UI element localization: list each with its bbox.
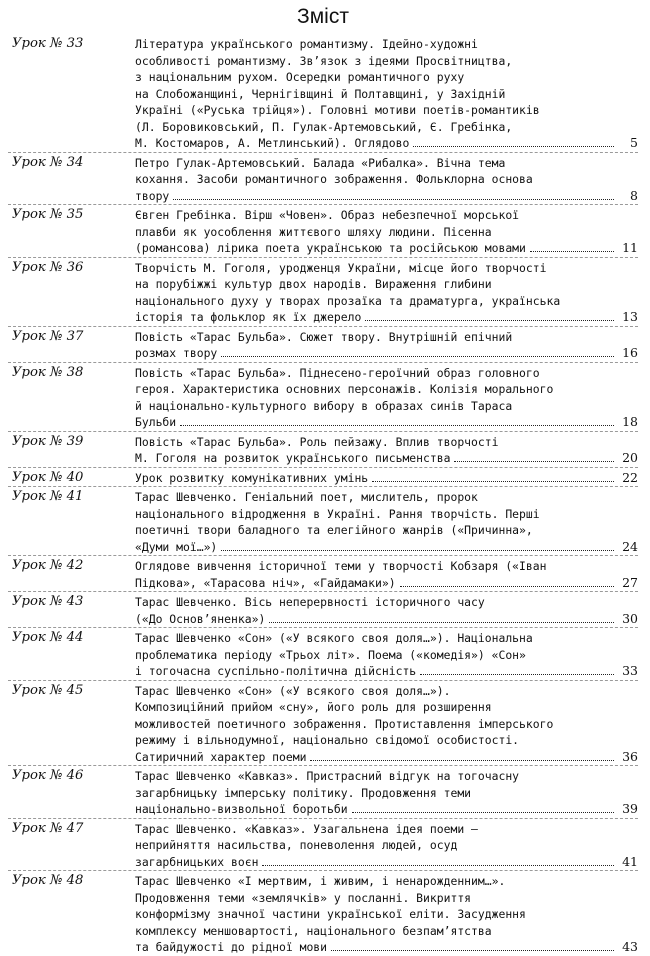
description-line (135, 539, 638, 556)
lesson-description (135, 821, 638, 871)
toc-entry[interactable] (8, 765, 638, 818)
description-line: Продовження теми «землячків» у посланні. Викриття (135, 890, 472, 905)
lesson-number: Урок № 43 (12, 594, 84, 609)
lesson-description (135, 365, 638, 431)
description-line-text: Сатиричний характер поеми (135, 749, 307, 764)
description-line: й національно-культурного вибору в образах синів Тараса (135, 398, 513, 413)
description-line: комплексу меншовартості, національного безпам’ятства (135, 923, 492, 938)
lesson-number: Урок № 38 (12, 364, 84, 380)
lesson-number: Урок № 36 (12, 259, 84, 275)
lesson-number: Урок № 47 (12, 820, 84, 836)
toc-entry[interactable] (8, 591, 638, 627)
description-line: героя. Характеристика основних персонажів. Колізія морального (135, 382, 554, 396)
lesson-description (135, 768, 638, 818)
page-number[interactable]: 30 (622, 610, 638, 626)
description-line-text: Бульби (135, 415, 177, 429)
page-number[interactable]: 5 (630, 135, 638, 150)
toc-entry[interactable] (8, 362, 638, 431)
description-line: Література українського романтизму. Ідейно-художні (135, 37, 478, 51)
dot-leader (269, 611, 614, 623)
description-line: загарбницьку імперську політику. Продовження теми (135, 785, 472, 800)
lesson-description (135, 594, 638, 627)
toc-entry[interactable] (8, 555, 638, 591)
page-number[interactable]: 20 (622, 450, 638, 465)
toc-entry[interactable] (8, 818, 638, 871)
description-line (135, 414, 638, 431)
dot-leader (454, 450, 614, 462)
description-line: можливостей поетичного зображення. Протиставлення імперського (135, 716, 554, 731)
description-line-text: Урок розвитку комунікативних умінь (135, 470, 369, 485)
toc-entry[interactable] (8, 152, 638, 205)
description-line-text: М. Костомаров, А. Метлинський). Оглядово (135, 136, 410, 150)
description-line: національного духу у творах прозаїка та драматурга, українська (135, 293, 561, 308)
toc-entry[interactable] (8, 204, 638, 257)
description-line: Тарас Шевченко «І мертвим, і живим, і ненарожденним…». (135, 874, 506, 888)
description-line (135, 801, 638, 818)
lesson-number: Урок № 45 (12, 682, 84, 698)
page-number[interactable]: 24 (622, 538, 638, 554)
description-line: режиму і вільнодумної, національно свідомої особистості. (135, 733, 520, 747)
dot-leader (420, 663, 614, 675)
page-number[interactable]: 18 (622, 414, 638, 429)
lesson-description (135, 36, 638, 152)
description-line: Повість «Тарас Бульба». Роль пейзажу. Вплив творчості (135, 434, 499, 449)
description-line: Тарас Шевченко. «Кавказ». Узагальнена ідея поеми — (135, 821, 478, 836)
description-line: поетичні твори баладного та елегійного жанрів («Причинна», (135, 523, 533, 537)
lesson-number: Урок № 41 (12, 489, 84, 504)
page-number[interactable]: 27 (622, 574, 638, 590)
toc-entry[interactable] (8, 870, 638, 956)
dot-leader (372, 470, 614, 482)
description-line (135, 240, 638, 257)
toc-entry[interactable] (8, 627, 638, 680)
page-number[interactable]: 39 (622, 801, 638, 816)
description-line: Оглядове вивчення історичної теми у творчості Кобзаря («Іван (135, 559, 547, 573)
description-line-text: Підкова», «Тарасова ніч», «Гайдамаки») (135, 575, 396, 590)
lesson-description (135, 683, 638, 766)
description-line (135, 470, 638, 487)
lesson-description (135, 558, 638, 591)
lesson-number: Урок № 33 (12, 36, 84, 51)
page-number[interactable]: 11 (622, 240, 638, 255)
dot-leader (221, 345, 614, 357)
dot-leader (221, 539, 614, 551)
lesson-description (135, 489, 638, 555)
dot-leader (352, 801, 614, 813)
lesson-description (135, 873, 638, 956)
description-line: на Слобожанщині, Чернігівщині й Полтавщині, у Західній (135, 86, 506, 101)
dot-leader (331, 939, 614, 951)
page-number[interactable]: 22 (622, 469, 638, 485)
description-line: Тарас Шевченко «Кавказ». Пристрасний відгук на тогочасну (135, 769, 520, 783)
toc-entry[interactable] (8, 257, 638, 326)
lesson-description (135, 155, 638, 205)
description-line (135, 575, 638, 592)
description-line: Тарас Шевченко «Сон» («У всякого своя доля…»). (135, 683, 451, 698)
description-line: плавби як уособлення життєвого шляху людини. Пісенна (135, 224, 492, 239)
dot-leader (180, 414, 614, 426)
description-line (135, 188, 638, 205)
lesson-number: Урок № 35 (12, 207, 84, 222)
dot-leader (262, 854, 614, 866)
description-line: (Л. Боровиковський, П. Гулак-Артемовський, Є. Гребінка, (135, 119, 513, 134)
lesson-number: Урок № 39 (12, 433, 84, 449)
toc-entry[interactable] (8, 467, 638, 487)
dot-leader (413, 135, 614, 147)
description-line-text: (романсова) лірика поета українською та російською мовами (135, 241, 526, 255)
page-title: Зміст (297, 5, 349, 28)
page-number[interactable]: 33 (622, 663, 638, 678)
lesson-description (135, 260, 638, 326)
dot-leader (173, 188, 614, 200)
dot-leader (310, 749, 614, 761)
dot-leader (365, 309, 614, 321)
description-line-text: твору (135, 188, 170, 203)
description-line: Україні («Руська трійця»). Головні мотиви поетів-романтиків (135, 103, 540, 117)
description-line-text: М. Гоголя на розвиток українського письменства (135, 451, 451, 465)
description-line: Тарас Шевченко. Вісь неперервності історичного часу (135, 595, 485, 609)
description-line: Тарас Шевченко «Сон» («У всякого своя доля…»). Національна (135, 631, 533, 645)
description-line-text: («До Основ’яненка») (135, 611, 266, 626)
description-line-text: «Думи мої…») (135, 539, 218, 554)
lesson-number: Урок № 48 (12, 873, 84, 888)
description-line: на порубіжжі культур двох народів. Вираження глибини (135, 277, 492, 291)
description-line: національного відродження в Україні. Рання творчість. Перші (135, 506, 540, 521)
dot-leader (530, 240, 614, 252)
description-line: конформізму значної частини української еліти. Засудження (135, 907, 526, 921)
page-number[interactable]: 8 (630, 187, 638, 203)
dot-leader (400, 575, 614, 587)
description-line: Композиційний прийом «сну», його роль для розширення (135, 700, 492, 714)
description-line (135, 450, 638, 467)
description-line-text: розмах твору (135, 346, 218, 360)
description-line-text: національно-визвольної боротьби (135, 802, 348, 816)
lesson-description (135, 630, 638, 680)
lesson-description (135, 329, 638, 362)
lesson-number: Урок № 42 (12, 558, 84, 573)
description-line: з національним рухом. Осередки романтичного руху (135, 70, 465, 84)
description-line (135, 611, 638, 628)
description-line (135, 854, 638, 871)
description-line (135, 939, 638, 956)
description-line: неприйняття насильства, поневолення людей, осуд (135, 838, 458, 852)
toc-entry[interactable] (8, 486, 638, 555)
page-number[interactable]: 43 (622, 939, 638, 954)
description-line: Петро Гулак-Артемовський. Балада «Рибалка». Вічна тема (135, 155, 506, 170)
table-of-contents (8, 34, 638, 956)
lesson-number: Урок № 40 (12, 469, 84, 485)
description-line (135, 345, 638, 362)
description-line-text: історія та фольклор як їх джерело (135, 310, 362, 324)
lesson-number: Урок № 44 (12, 630, 84, 645)
description-line: Повість «Тарас Бульба». Піднесено-героїчний образ головного (135, 365, 540, 380)
page-number[interactable]: 41 (622, 853, 638, 869)
description-line: особливості романтизму. Зв’язок з ідеями Просвітництва, (135, 53, 513, 68)
description-line (135, 749, 638, 766)
toc-entry[interactable] (8, 431, 638, 467)
description-line: Євген Гребінка. Вірш «Човен». Образ небезпечної морської (135, 208, 520, 222)
description-line-text: загарбницьких воєн (135, 854, 259, 869)
page-number[interactable]: 36 (622, 748, 638, 764)
description-line: кохання. Засоби романтичного зображення. Фольклорна основа (135, 172, 533, 186)
lesson-description (135, 207, 638, 257)
lesson-description (135, 470, 638, 487)
toc-entry[interactable] (8, 34, 638, 152)
page-number[interactable]: 16 (622, 345, 638, 360)
description-line: Творчість М. Гоголя, уродженця України, місце його творчості (135, 260, 547, 275)
description-line: проблематика періоду «Трьох літ». Поема («комедія») «Сон» (135, 647, 526, 662)
toc-entry[interactable] (8, 326, 638, 362)
description-line: Тарас Шевченко. Геніальний поет, мислитель, пророк (135, 490, 478, 504)
description-line-text: та байдужості до рідної мови (135, 940, 328, 954)
description-line-text: і тогочасна суспільно-політична дійсність (135, 664, 417, 678)
description-line (135, 309, 638, 326)
description-line (135, 135, 638, 152)
description-line: Повість «Тарас Бульба». Сюжет твору. Внутрішній епічний (135, 329, 513, 344)
page-number[interactable]: 13 (622, 309, 638, 324)
lesson-description (135, 434, 638, 467)
lesson-number: Урок № 37 (12, 328, 84, 344)
toc-entry[interactable] (8, 680, 638, 766)
description-line (135, 663, 638, 680)
lesson-number: Урок № 34 (12, 154, 84, 170)
lesson-number: Урок № 46 (12, 768, 84, 783)
